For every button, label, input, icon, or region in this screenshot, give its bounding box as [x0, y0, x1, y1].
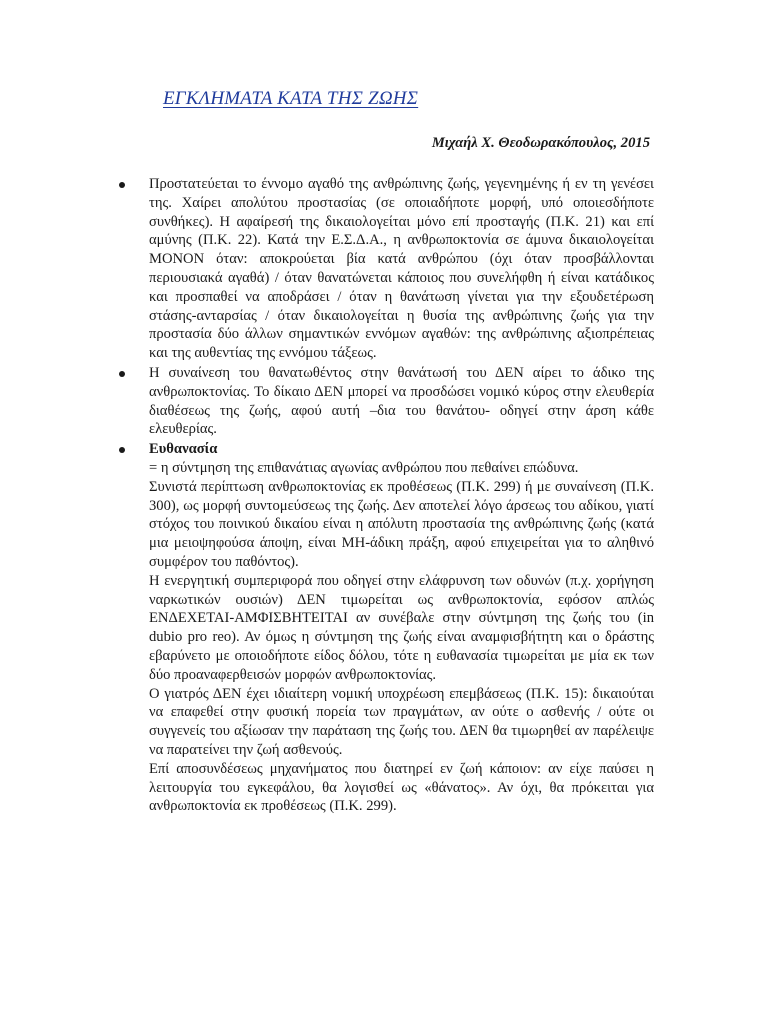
document-title: ΕΓΚΛΗΜΑΤΑ ΚΑΤΑ ΤΗΣ ΖΩΗΣ	[163, 88, 419, 109]
paragraph: Συνιστά περίπτωση ανθρωποκτονίας εκ προθέσεως (Π.Κ. 299) ή με συναίνεση (Π.Κ. 300), ως μορφή συντομεύσεως της ζωής. Δεν αποτελεί λόγο άρσεως του αδίκου, γιατί στόχος του ποινικού δικαίου είναι η απόλυτη προστασία της ανθρώπινης ζωής (κατά μια μειοψηφούσα άποψη, είναι ΜΗ-άδικη πράξη, αφού επιχειρείται για το αληθινό συμφέρον του παθόντος).	[149, 478, 654, 570]
paragraph: = η σύντμηση της επιθανάτιας αγωνίας ανθρώπου που πεθαίνει επώδυνα.	[149, 459, 579, 476]
bullet-text: Προστατεύεται το έννομο αγαθό της ανθρώπινης ζωής, γεγενημένης ή εν τη γενέσει της. Χαίρει απολύτου προστασίας (σε οποιαδήποτε μορφή, υπό οποιεσδήποτε συνθήκες). Η αφαίρεσή της δικαιολογείται μόνο επί προσταγής (Π.Κ. 21) και επί αμύνης (Π.Κ. 22). Κατά την Ε.Σ.Δ.Α., η ανθρωποκτονία σε άμυνα δικαιολογείται ΜΟΝΟΝ όταν: αποκρούεται βία κατά ανθρώπου (όχι όταν προσβάλλονται περιουσιακά αγαθά) / όταν θανατώνεται κάποιος που συνελήφθη ή είναι κατάδικος και προσπαθεί να αποδράσει / όταν η θανάτωση γίνεται για την εξουδετέρωση στάσης-ανταρσίας / όταν δικαιολογείται η θυσία της ανθρώπινης ζωής για την προστασία δύο άλλων σημαντικών εννόμων αγαθών: της ανθρώπινης αξιοπρέπειας και της αυθεντίας της εννόμου τάξεως.	[149, 176, 654, 362]
bullet-icon	[119, 182, 125, 188]
paragraph: Επί αποσυνδέσεως μηχανήματος που διατηρεί εν ζωή κάποιον: αν είχε παύσει η λειτουργία του εγκεφάλου, θα λογισθεί ως «θάνατος». Αν όχι, θα πρόκειται για ανθρωποκτονία εκ προθέσεως (Π.Κ. 299).	[149, 760, 654, 815]
bullet-item	[119, 175, 654, 363]
section-heading: Ευθανασία	[149, 441, 218, 458]
bullet-icon	[119, 371, 125, 377]
paragraph: Η ενεργητική συμπεριφορά που οδηγεί στην ελάφρυνση των οδυνών (π.χ. χορήγηση ναρκωτικών ουσιών) ΔΕΝ τιμωρείται ως ανθρωποκτονία, εφόσον απλώς ΕΝΔΕΧΕΤΑΙ-ΑΜΦΙΣΒΗΤΕΙΤΑΙ αν συνέβαλε στην σύντμηση της ζωής του (in dubio pro reo). Αν όμως η σύντμηση της ζωής είναι αναμφισβήτητη και ο δράστης εβαρύνετο με οποιοδήποτε είδος δόλου, τότε η ευθανασία τιμωρείται με μία εκ των δύο προαναφερθεισών μορφών ανθρωποκτονίας.	[149, 572, 654, 683]
bullet-text: Η συναίνεση του θανατωθέντος στην θανάτωσή του ΔΕΝ αίρει το άδικο της ανθρωποκτονίας. Το δίκαιο ΔΕΝ μπορεί να προσδώσει νομικό κύρος στην ελευθερία διαθέσεως της ζωής, αφού αυτή –δια του θανάτου- οδηγεί στην άρση κάθε ελευθερίας.	[149, 364, 654, 438]
document-author: Μιχαήλ Χ. Θεοδωρακόπουλος, 2015	[431, 135, 650, 151]
bullet-item-euthanasia	[119, 440, 654, 816]
bullet-item	[119, 364, 654, 439]
bullet-list	[119, 175, 654, 817]
bullet-icon	[119, 447, 125, 453]
paragraph: Ο γιατρός ΔΕΝ έχει ιδιαίτερη νομική υποχρέωση επεμβάσεως (Π.Κ. 15): δικαιούται να επαφεθεί στην φυσική πορεία των πραγμάτων, αν ούτε ο ασθενής / ούτε οι συγγενείς του αξίωσαν την παράταση της ζωής του. ΔΕΝ θα τιμωρηθεί αν παρέλειψε να παρατείνει την ζωή ασθενούς.	[149, 685, 654, 758]
